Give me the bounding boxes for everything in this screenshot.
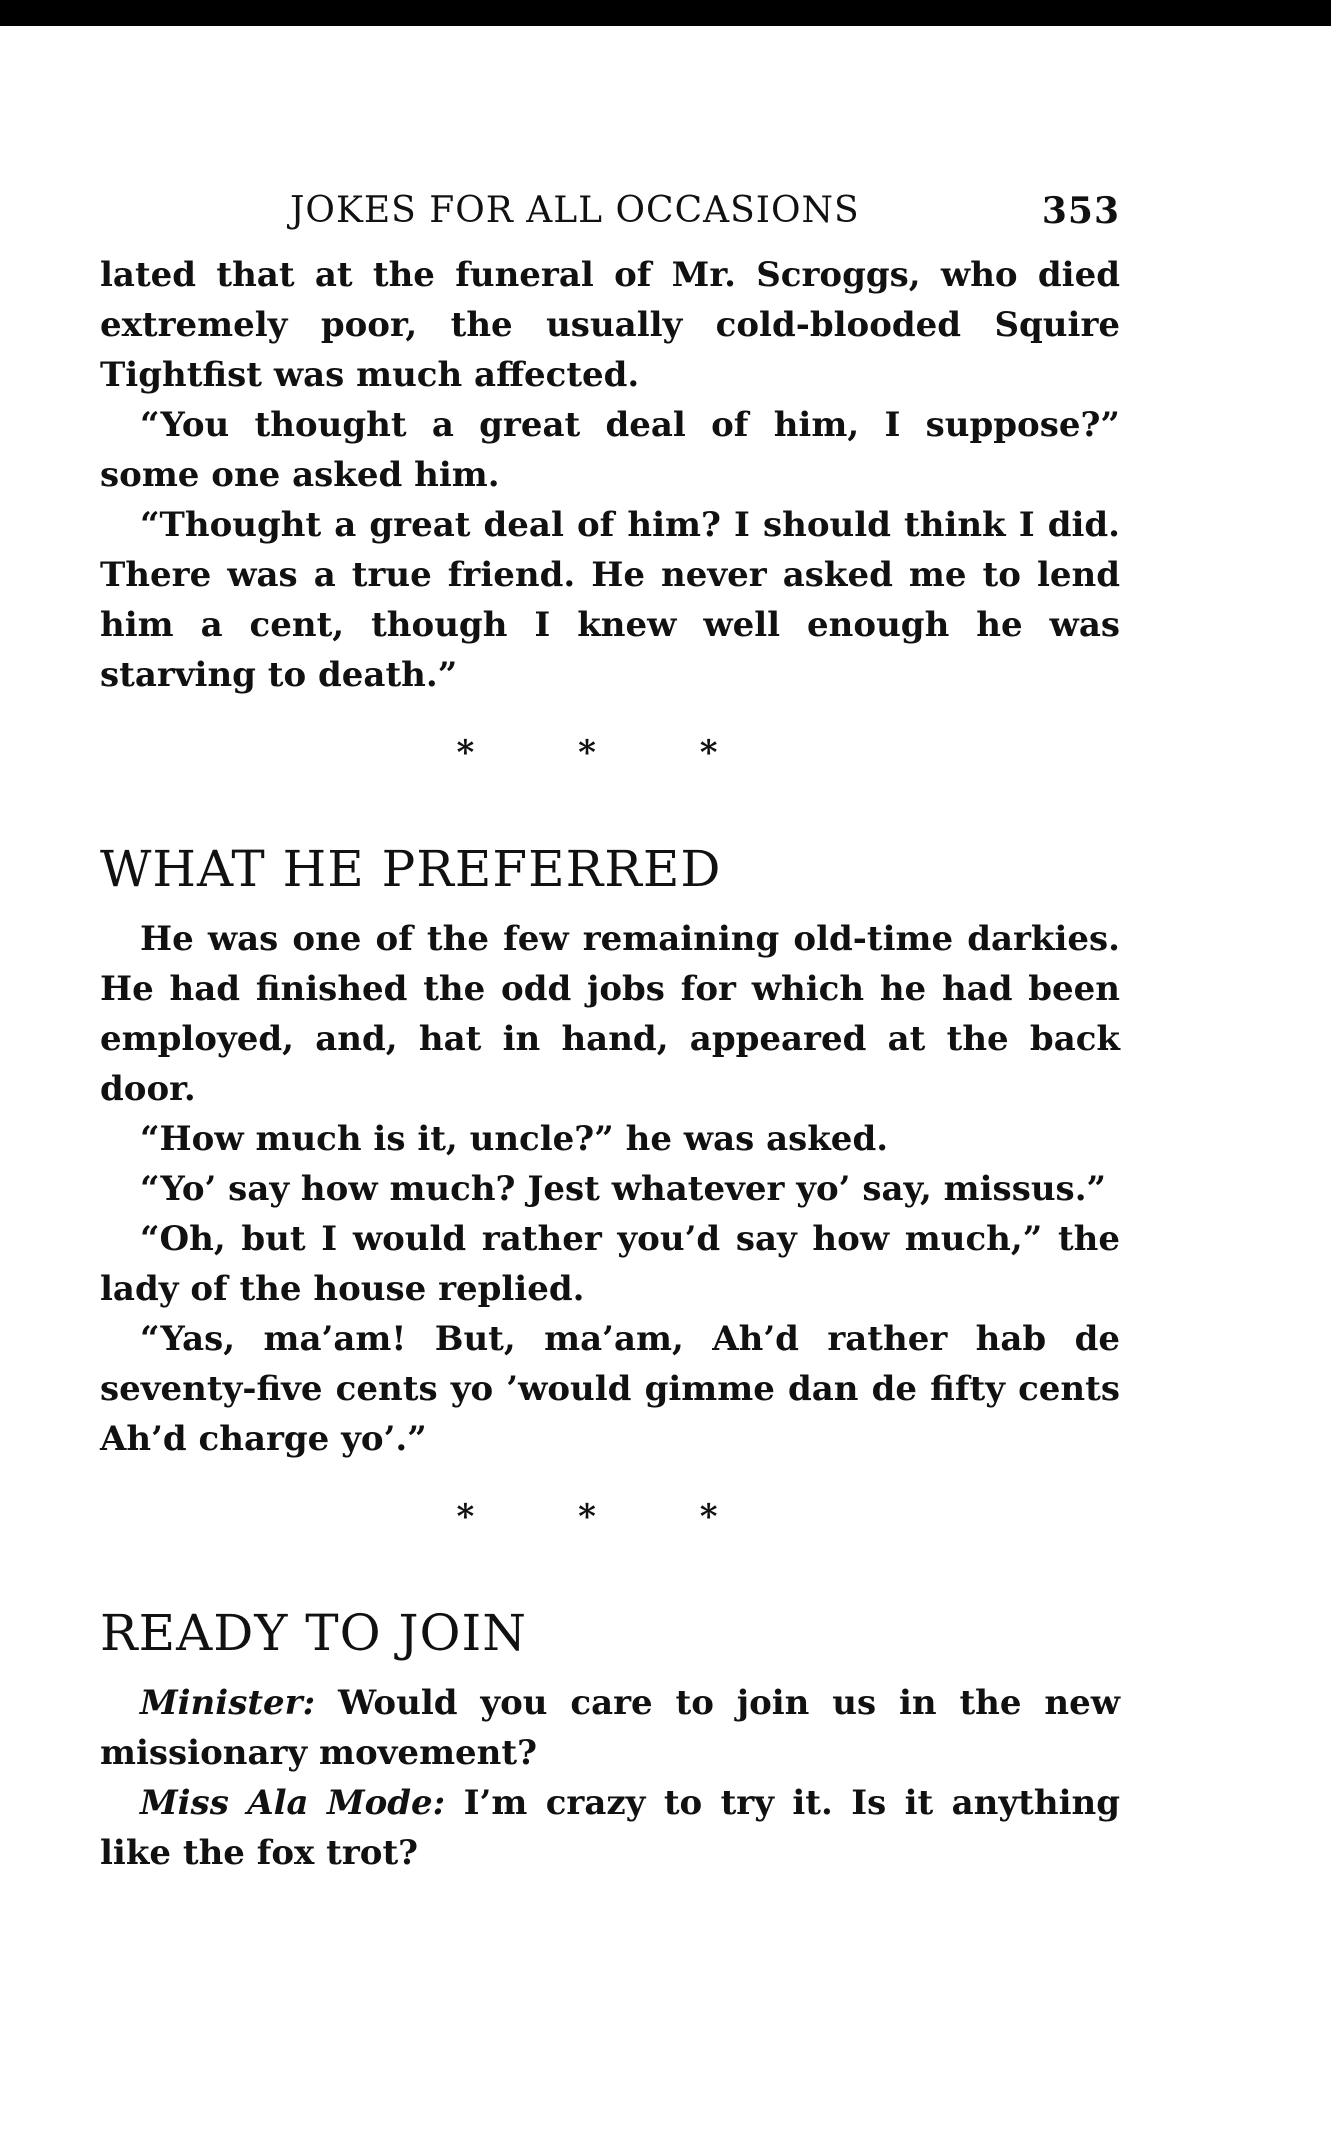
page-number: 353 xyxy=(1041,190,1120,232)
section-title: READY TO JOIN xyxy=(100,1604,528,1662)
book-page xyxy=(100,190,1120,1878)
dialogue-line xyxy=(100,1678,1120,1778)
paragraph: He was one of the few remaining old-time darkies. He had finished the odd jobs for which he had been employed, and, hat in hand, appeared at the back door. xyxy=(100,919,1120,1109)
dialogue-text: I’m crazy to try it. Is it anything like the fox trot? xyxy=(100,1783,1120,1873)
running-head-title: JOKES FOR ALL OCCASIONS xyxy=(290,190,860,231)
paragraph: “How much is it, uncle?” he was asked. xyxy=(140,1119,889,1159)
dialogue-line xyxy=(100,1778,1120,1878)
running-head xyxy=(100,190,1120,250)
paragraph: “Thought a great deal of him? I should think I did. There was a true friend. He never asked me to lend him a cent, though I knew well enough he was starving to death.” xyxy=(100,505,1120,695)
scan-edge-bar xyxy=(0,0,1331,26)
speaker-name: Miss Ala Mode: xyxy=(140,1783,446,1823)
paragraph: “Yo’ say how much? Jest whatever yo’ say, missus.” xyxy=(140,1169,1107,1209)
paragraph: “Yas, ma’am! But, ma’am, Ah’d rather hab de seventy-five cents yo ’would gimme dan de fifty cents Ah’d charge yo’.” xyxy=(100,1319,1120,1459)
section-body xyxy=(100,1678,1120,1878)
section-separator: * * * xyxy=(456,733,764,773)
section-title: WHAT HE PREFERRED xyxy=(100,840,722,898)
paragraph: lated that at the funeral of Mr. Scroggs, who died extremely poor, the usually cold-blooded Squire Tightfist was much affected. xyxy=(100,255,1120,395)
dialogue-text: Would you care to join us in the new missionary movement? xyxy=(100,1683,1121,1773)
paragraph: “Oh, but I would rather you’d say how much,” the lady of the house replied. xyxy=(100,1219,1120,1309)
paragraph: “You thought a great deal of him, I suppose?” some one asked him. xyxy=(100,405,1120,495)
section-separator: * * * xyxy=(456,1497,764,1537)
section-body xyxy=(100,914,1120,1464)
intro-text xyxy=(100,250,1120,700)
speaker-name: Minister: xyxy=(140,1683,316,1723)
